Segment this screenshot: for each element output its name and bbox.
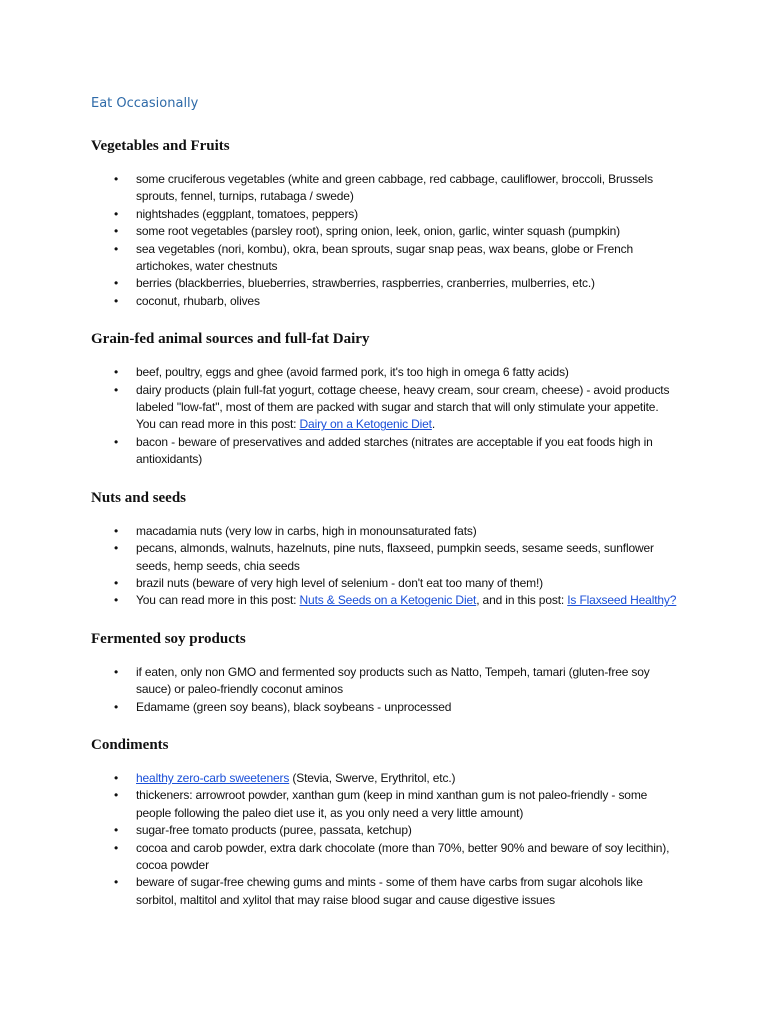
list-item xyxy=(136,664,678,699)
item-text: sea vegetables (nori, kombu), okra, bean sprouts, sugar snap peas, wax beans, globe or French artichokes, water chestnuts xyxy=(136,241,634,274)
bullet-list xyxy=(91,364,678,468)
list-item xyxy=(136,223,678,240)
list-item xyxy=(136,293,678,310)
section-heading: Condiments xyxy=(91,736,169,753)
list-item xyxy=(136,434,678,469)
list-item xyxy=(136,241,678,276)
item-text: , and in this post: xyxy=(476,593,568,608)
item-text: beef, poultry, eggs and ghee (avoid farmed pork, it's too high in omega 6 fatty acids) xyxy=(136,365,569,380)
document-title: Eat Occasionally xyxy=(91,96,199,111)
list-item xyxy=(136,840,678,875)
list-item xyxy=(136,171,678,206)
inline-link[interactable]: Dairy on a Ketogenic Diet xyxy=(299,417,432,432)
section-heading: Vegetables and Fruits xyxy=(91,138,230,154)
item-text: Edamame (green soy beans), black soybeans - unprocessed xyxy=(136,699,452,714)
list-item xyxy=(136,275,678,292)
item-text: cocoa and carob powder, extra dark chocolate (more than 70%, better 90% and beware of soy lecithin), cocoa powder xyxy=(136,840,670,872)
item-text: You can read more in this post: xyxy=(136,593,300,608)
list-item xyxy=(136,592,678,609)
section xyxy=(91,330,678,468)
section xyxy=(91,489,678,610)
item-text: coconut, rhubarb, olives xyxy=(136,293,260,308)
list-item xyxy=(136,699,678,716)
item-text: beware of sugar-free chewing gums and mints - some of them have carbs from sugar alcohols like sorbitol, maltitol and xylitol that may raise blood sugar and cause digestive issues xyxy=(136,875,643,907)
list-item xyxy=(136,575,678,592)
list-item xyxy=(136,364,678,381)
inline-link[interactable]: healthy zero-carb sweeteners xyxy=(136,770,290,785)
item-text: bacon - beware of preservatives and added starches (nitrates are acceptable if you eat foods high in antioxidants) xyxy=(136,434,653,467)
item-text: (Stevia, Swerve, Erythritol, etc.) xyxy=(289,770,456,785)
list-item xyxy=(136,874,678,909)
item-text: macadamia nuts (very low in carbs, high in monounsaturated fats) xyxy=(136,523,477,538)
list-item xyxy=(136,523,678,540)
item-text: thickeners: arrowroot powder, xanthan gum (keep in mind xanthan gum is not paleo-friendly - some people following the paleo diet use it, as you only need a very little amount) xyxy=(136,788,648,820)
item-text: some cruciferous vegetables (white and green cabbage, red cabbage, cauliflower, broccoli, Brussels sprouts, fennel, turnips, rutabaga / swede) xyxy=(136,172,653,204)
inline-link[interactable]: Nuts & Seeds on a Ketogenic Diet xyxy=(299,593,477,608)
list-item xyxy=(136,206,678,223)
item-text: nightshades (eggplant, tomatoes, peppers) xyxy=(136,206,358,221)
bullet-list xyxy=(91,171,678,310)
bullet-list xyxy=(91,770,678,909)
section xyxy=(91,630,678,716)
item-text: some root vegetables (parsley root), spring onion, leek, onion, garlic, winter squash (pumpkin) xyxy=(136,224,620,239)
item-text: berries (blackberries, blueberries, strawberries, raspberries, cranberries, mulberries, etc.) xyxy=(136,276,595,291)
section-heading: Nuts and seeds xyxy=(91,489,187,506)
item-text: if eaten, only non GMO and fermented soy products such as Natto, Tempeh, tamari (gluten-free soy sauce) or paleo-friendly coconut aminos xyxy=(136,664,650,697)
section-heading: Fermented soy products xyxy=(91,630,246,647)
section xyxy=(91,736,678,909)
section xyxy=(91,137,678,310)
bullet-list xyxy=(91,523,678,610)
list-item xyxy=(136,382,678,434)
list-item xyxy=(136,822,678,839)
item-text: pecans, almonds, walnuts, hazelnuts, pine nuts, flaxseed, pumpkin seeds, sesame seeds, sunflower seeds, hemp seeds, chia seeds xyxy=(136,541,654,573)
list-item xyxy=(136,770,678,787)
item-text: dairy products (plain full-fat yogurt, cottage cheese, heavy cream, sour cream, cheese) - avoid products labeled "low-fat", most of them are packed with sugar and starch that will only stimulate your appetite. You can read more in this post: xyxy=(136,382,670,432)
item-text: sugar-free tomato products (puree, passata, ketchup) xyxy=(136,823,412,838)
item-text: brazil nuts (beware of very high level of selenium - don't eat too many of them!) xyxy=(136,575,544,590)
list-item xyxy=(136,540,678,575)
section-heading: Grain-fed animal sources and full-fat Dairy xyxy=(91,331,370,348)
inline-link[interactable]: Is Flaxseed Healthy? xyxy=(567,593,677,608)
sections-container xyxy=(91,137,678,909)
bullet-list xyxy=(91,664,678,716)
list-item xyxy=(136,787,678,822)
item-text: . xyxy=(431,417,436,432)
